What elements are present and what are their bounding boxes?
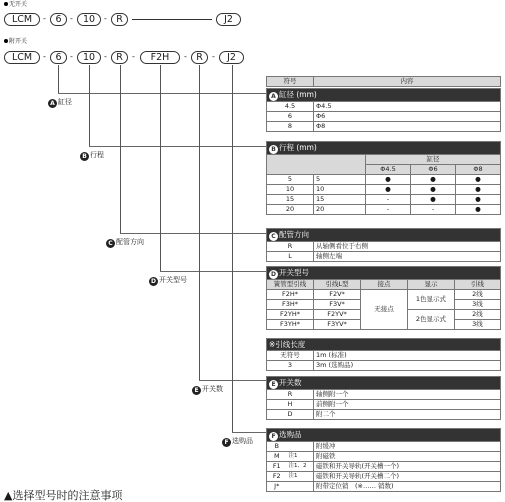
code-switch-type: F2H: [140, 51, 180, 64]
circle-d-icon: D: [269, 270, 278, 279]
port-table: C 配管方向 R 从轴侧看位于右侧 L 轴侧左端: [266, 228, 501, 262]
label-port: C 配管方向: [106, 237, 144, 248]
bore-table: A 缸径 (mm) 4.5 Φ4.5 6 Φ6 8 Φ8: [266, 88, 501, 132]
circle-e-icon: E: [269, 380, 278, 389]
code-lcm: LCM: [4, 13, 40, 26]
lead-length-table: ※引线长度 无符号 1m (标准) 3 3m (选购品): [266, 338, 501, 371]
label-stroke: B 行程: [80, 150, 104, 161]
code-option: J2: [219, 51, 244, 64]
no-switch-caption: 无开关: [4, 1, 27, 9]
circle-c-icon: C: [106, 239, 115, 248]
code-stroke: 10: [77, 13, 101, 26]
code-option: J2: [216, 13, 241, 26]
code-stroke: 10: [77, 51, 101, 64]
option-table: F 选购品 B 附缓冲 M 注1 附磁铁 F1 注1、2 磁铁和开关导轨(开关槽一个) F2 注1 磁铁和开关导轨(开关槽二个) J* 附带定位销 (※…… 销数): [266, 428, 501, 492]
with-switch-caption: 附开关: [4, 38, 27, 46]
code-lcm: LCM: [4, 51, 40, 64]
code-port: R: [111, 51, 128, 64]
circle-f-icon: F: [269, 432, 278, 441]
circle-e-icon: E: [192, 386, 201, 395]
code-port: R: [111, 13, 128, 26]
circle-a-icon: A: [269, 92, 278, 101]
circle-c-icon: C: [269, 232, 278, 241]
header-table: 符号 内容: [266, 76, 501, 87]
selection-warning: ▲选择型号时的注意事项: [4, 489, 123, 502]
code-bore: 6: [50, 51, 67, 64]
label-switch-type: D 开关型号: [151, 276, 187, 285]
circle-d-icon: D: [149, 277, 158, 286]
circle-f-icon: F: [222, 438, 231, 447]
circle-b-icon: B: [269, 145, 278, 154]
code-switch-qty: R: [191, 51, 208, 64]
circle-b-icon: B: [80, 152, 89, 161]
code-bore: 6: [50, 13, 67, 26]
label-option: F 选购品: [222, 436, 253, 447]
label-switch-qty: E 开关数: [192, 384, 223, 395]
switch-qty-table: E 开关数 R 轴侧附一个 H 前侧附一个 D 附二个: [266, 376, 501, 420]
stroke-table: B 行程 (mm) 缸径 Φ4.5 Φ6 Φ8 5 5 ● ● ● 10 10 ● ● ● 15 15 - ● ● 20 20 - - ●: [266, 141, 501, 215]
switch-type-table: D 开关型号 簧管型引线 引线L型 接点 显示 引线 F2H* F2V* 无接点 1色显示式 2线 F3H* F3V* 3线 F2YH* F2YV* 2色显示式 2线 F3YH* F3YV* 3线: [266, 266, 501, 330]
warning-triangle-icon: ▲: [4, 489, 13, 502]
label-bore: A 缸径: [48, 97, 72, 108]
circle-a-icon: A: [48, 99, 57, 108]
